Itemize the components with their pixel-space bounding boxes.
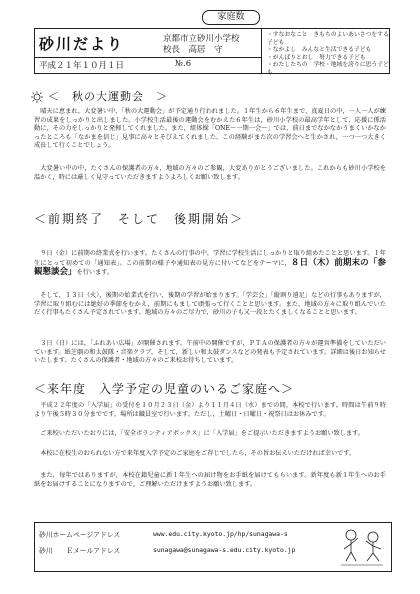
goal-item: ・すなおなこと きもちのよいあいさつをする子ども [267, 32, 389, 46]
fureai-paragraph: ３日（日）には，「ふれあい広場」が開催されます。午前中の開催ですが，ＰＴＡの保護者の方々が運営準備をしていただいています。紙芝劇の和太鼓隊・音楽クラブ，そして，新しい和太鼓ダンスなどの発表も予定されています。詳細は後日お知らせいたします。たくさんの保護者・地域の方々のご来校お待ちしています。 [34, 340, 386, 365]
term-start-paragraph: そして，１３日（火），後期の始業式を行い，後期の学習が始まります。「学芸会」「縦割り遠足」などの行事もありますが，学習に取り組むには絶好の季節をむかえ，前期にもまして頑張って行くことと思います。また，地域の方々に取り組んでいただく行事もたくさん予定されています。地域の方々のご尽力で，砂川の子も又一段とたくましくなることと思います。 [34, 292, 386, 317]
sun-icon [30, 91, 44, 103]
goal-item: ・なかよし みんなと生活できる子ども [267, 47, 372, 54]
issue-number: №.6 [175, 59, 192, 69]
term-end-paragraph [34, 250, 386, 278]
enrollment-paragraph: 平成２２年度の「入学届」の受付を１０月２３日（金）より１１月４日（水）までの間，本校で行います。時間は午前９時より午後５時３０分までです。場所は職員室で行います。ただし，土曜日・日曜日・祝祭日はお休みです。 [34, 402, 386, 418]
masthead [34, 28, 390, 74]
section-heading-term: ＜前期終了 そして 後期開始＞ [34, 212, 245, 226]
parent-meeting: ８日（木）前期末の「参観懇談会」 [34, 257, 386, 278]
term-end-text: ９日（金）に前期の終業式を行います。たくさんの行事の中，学習に学校生活にしっかりと取り組めたことと思います。１年生にとって初めての「通知表」。この前期の様子や通知表の見方に付いてなどをテーマに， [34, 250, 386, 267]
children-illustration [337, 525, 387, 569]
section-heading-enrollment: ＜来年度 入学予定の児童のいるご家庭へ＞ [34, 382, 295, 396]
section-heading-sports-day: ＜ 秋の大運動会 ＞ [48, 90, 168, 103]
school-goals [267, 32, 389, 78]
homepage-link[interactable]: www.edu.city.kyoto.jp/hp/sunagawa-s [153, 530, 288, 538]
contact-box [34, 522, 392, 572]
enrollment-letters: また，毎年ではありますが，本校在籍児童に新１年生への届け物をお手紙を届けてもらいます。新年度も新１年生へのお手紙をお届けすることになりますので，ご理解いただけますようお願い致します。 [34, 472, 386, 488]
enrollment-visit: ご来校いただいたおりには，「安全ボランティアボックス」に「入学届」をご提示いただきますようお願い致します。 [40, 430, 364, 437]
email-link[interactable]: sunagawa@sunagawa-s.edu.city.kyoto.jp [153, 546, 296, 554]
enrollment-referral: 本校に在校生のおられない方で来年度入学予定のご家庭をご存じでしたら，その旨お伝えいただければ幸いです。 [40, 450, 356, 457]
goal-item: ・がんばりとおし 努力できる子ども [267, 54, 366, 61]
masthead-rule [35, 57, 261, 58]
sports-day-paragraph: 晴天に恵まれ，大変暑い中，「秋の大運動会」が予定通り行われました。１年生から６年生まで，真夏日の中，一人一人が練習の成果をしっかりと出しました。小学校生活最後の運動会をむかえた６年生は，砂川小学校の最高学年として，応援に係活動に，その力をしっかりと発揮してくれました。また，組体操「ONE〜一期一会〜」では，前日までなかなかうまくいかなかったところも「なかまを信じ」見事に高々とそびえてくれました。この経験がまた次の学習会へと生かされ，一つ一つ大きく成長して行くことでしょう。 [34, 108, 386, 150]
parent-meeting-suffix: を行います。 [76, 269, 114, 277]
issue-date: 平成２１年１０月１日 [39, 61, 125, 71]
school-name: 京都市立砂川小学校 [163, 34, 240, 44]
masthead-divider [261, 29, 262, 73]
email-label: 砂川 Ｅメールアドレス [39, 547, 121, 555]
newsletter-title: 砂川だより [39, 35, 125, 53]
principal-name: 校長 高居 守 [163, 45, 223, 55]
homepage-label: 砂川ホームページアドレス [39, 531, 121, 539]
distribution-badge: 家庭数 [202, 10, 260, 25]
sports-day-thanks: 大変暑い中の中，たくさんの保護者の方々，地域の方々のご参観，大変ありがとうございました。これからも砂川小学校を温かく，時には厳しく見守っていただきますようよろしくお願い致します。 [34, 165, 386, 181]
school-info [163, 34, 240, 56]
email-row [39, 545, 139, 555]
goal-item: ・わたしたちの 学校・地域を誇りに思う子ども [267, 62, 389, 76]
homepage-row [39, 529, 139, 539]
